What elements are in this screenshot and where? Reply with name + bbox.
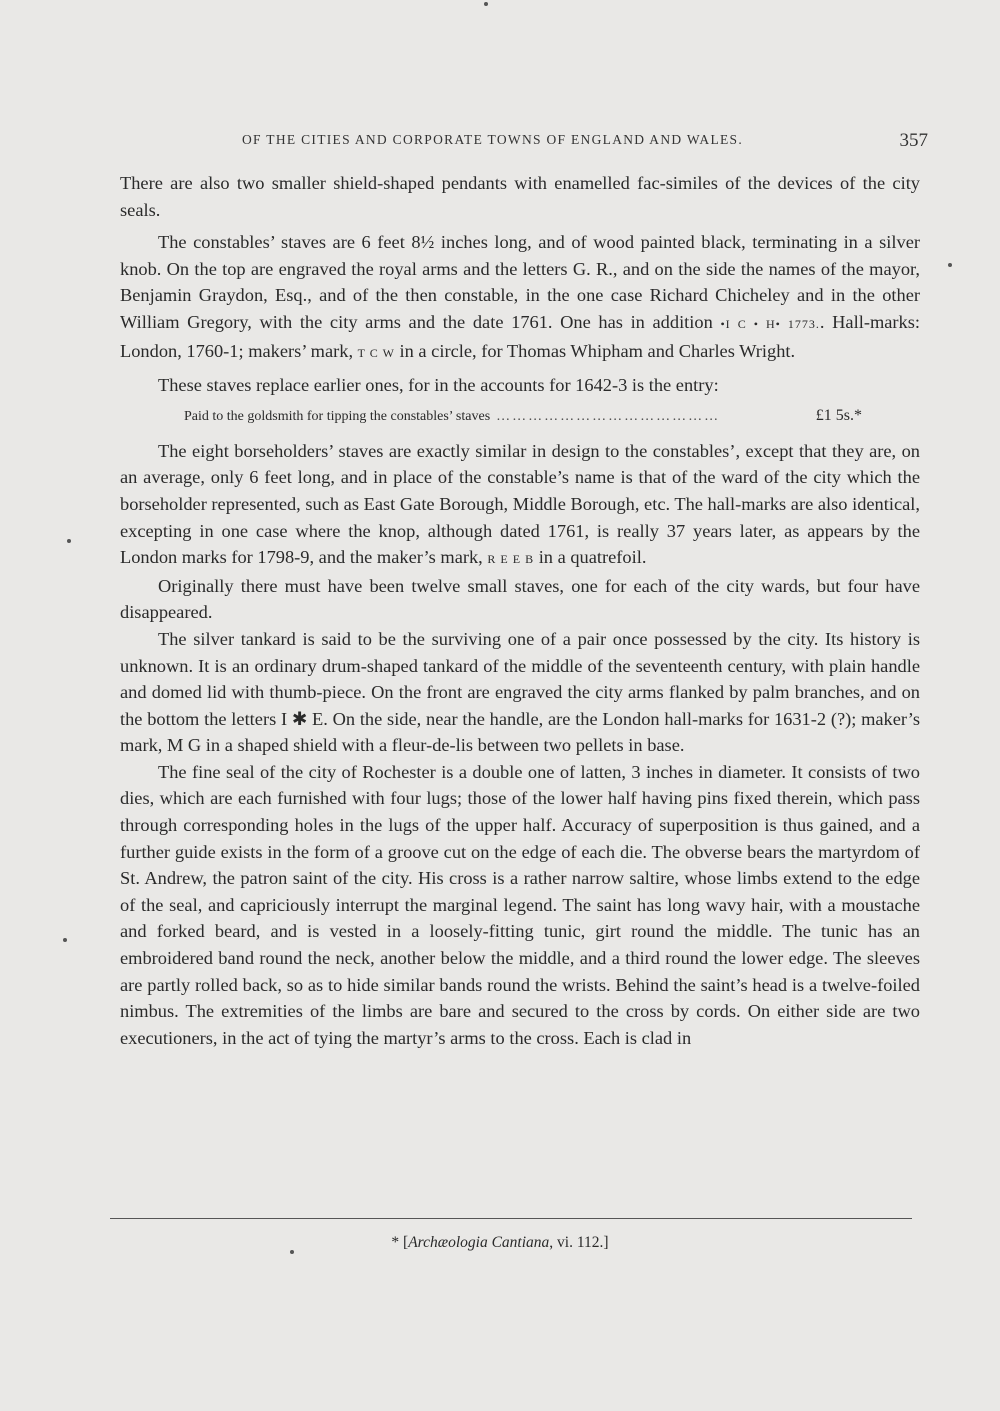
footnote-journal: Archæologia Cantiana: [408, 1234, 550, 1251]
paper-speck: [67, 539, 71, 543]
paper-speck: [948, 263, 952, 267]
paper-speck: [290, 1250, 294, 1254]
page-number: 357: [899, 130, 928, 151]
account-entry-amount: £1 5s.*: [815, 406, 862, 424]
account-entry-text: Paid to the goldsmith for tipping the constables’ staves: [184, 408, 491, 424]
paragraph-constables-staves: The constables’ staves are 6 feet 8½ inches long, and of wood painted black, terminating in a silver knob. On the top are engraved the royal arms and the letters G. R., and on the side the names of the mayor, Benjamin Graydon, Esq., and of the then constable, in the one case Richard Chicheley and in the other William Gregory, with the city arms and the date 1761. One has in addition •I C • H• 1773.. Hall-marks: London, 1760-1; makers’ mark, T C W in a circle, for Thomas Whipham and Charles Wright.: [120, 232, 920, 361]
paragraph-text: in a circle, for Thomas Whipham and Charles Wright.: [399, 340, 796, 361]
dot-leader: ……………………………………: [496, 408, 721, 424]
paper-speck: [484, 2, 488, 6]
footnote-marker: *: [391, 1234, 400, 1251]
paragraph-silver-tankard: The silver tankard is said to be the surviving one of a pair once possessed by the city. Its history is unknown. It is an ordinary drum-shaped tankard of the middle of the seventeenth century, with plain handle and domed lid with thumb-piece. On the front are engraved the city arms flanked by palm branches, and on the bottom the letters I ✱ E. On the side, near the handle, are the London hall-marks for 1631-2 (?); maker’s mark, M G in a shaped shield with a fleur-de-lis between two pellets in base.: [120, 628, 920, 756]
paragraph-text: The eight borseholders’ staves are exactly similar in design to the constables’, except that they are, on an average, only 6 feet long, and in place of the constable’s name is that of the ward of the city which the borseholder represented, such as East Gate Borough, Middle Borough, etc. The hall-marks are also identical, excepting in one case where the knop, although dated 1761, is really 37 years later, as appears by the London marks for 1798-9, and the maker’s mark,: [120, 440, 920, 568]
paragraph-text: Hall-marks: London, 1760-1; makers’ mark,: [120, 311, 920, 361]
footnote-rule: [110, 1218, 912, 1219]
paragraph-text: The constables’ staves are 6 feet 8½ inches long, and of wood painted black, terminating in a silver knob. On the top are engraved the royal arms and the letters G. R., and on the side the names of the mayor, Benjamin Graydon, Esq., and of the then constable, in the one case Richard Chicheley and in the other William Gregory, with the city arms and the date 1761. One has in addition: [120, 232, 920, 332]
makers-mark: R E E B: [487, 552, 535, 567]
body-text: [120, 170, 920, 1051]
page-header: [232, 128, 932, 158]
paragraph-text: in a quatrefoil.: [538, 547, 647, 568]
inscription-mark: •I C • H• 1773.: [720, 316, 820, 331]
footnote-reference: , vi. 112.]: [549, 1234, 609, 1251]
makers-mark: T C W: [357, 345, 395, 360]
paragraph-twelve-staves: Originally there must have been twelve small staves, one for each of the city wards, but four have disappeared.: [120, 575, 920, 623]
running-head: OF THE CITIES AND CORPORATE TOWNS OF ENGLAND AND WALES.: [242, 132, 744, 147]
footnote-bracket: [: [403, 1234, 409, 1251]
paragraph-seal-pendants: There are also two smaller shield-shaped pendants with enamelled fac-similes of the devices of the city seals.: [120, 173, 920, 220]
paragraph-borseholders-staves: [120, 438, 920, 573]
paragraph-earlier-staves: These staves replace earlier ones, for in the accounts for 1642-3 is the entry:: [158, 375, 719, 396]
paper-speck: [63, 938, 67, 942]
paragraph-rochester-seal: The fine seal of the city of Rochester is a double one of latten, 3 inches in diameter. It consists of two dies, which are each furnished with four lugs; those of the lower half having pins fixed therein, which pass through corresponding holes in the lugs of the upper half. Accuracy of superposition is thus gained, and a further guide exists in the form of a groove cut on the edge of each die. The obverse bears the martyrdom of St. Andrew, the patron saint of the city. His cross is a rather narrow saltire, whose limbs extend to the edge of the seal, and capriciously interrupt the marginal legend. The saint has long wavy hair, with a moustache and forked beard, and is vested in a loosely-fitting tunic, girt round the middle. The tunic has an embroidered band round the neck, another below the middle, and a third round the lower edge. The sleeves are partly rolled back, so as to hide similar bands round the wrists. Behind the saint’s head is a twelve-foiled nimbus. The extremities of the limbs are bare and secured to the cross by cords. On either side are two executioners, in the act of tying the martyr’s arms to the cross. Each is clad in: [120, 761, 920, 1048]
account-entry: [120, 405, 920, 428]
footnote: [0, 1234, 1000, 1252]
